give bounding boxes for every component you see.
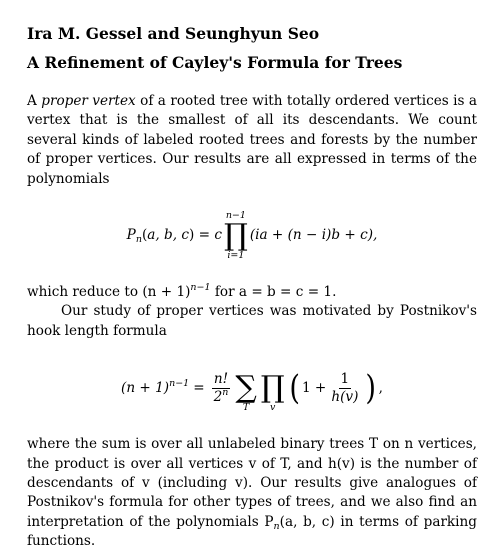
text-span: where the sum is over all unlabeled binary trees T on n vertices, the product is over all vertices v of T, and h(v) is the number of descendants of v (including v). Our results give analogues of Postnikov's formula for other types of trees, and we also find an interpretation of the polynomials P — [27, 436, 477, 530]
abstract-paragraph-3 — [27, 435, 477, 551]
inner-term: 1 + — [301, 379, 327, 396]
paper-title: A Refinement of Cayley's Formula for Trees — [27, 53, 403, 72]
eq1-rhs: (ia + (n − i)b + c), — [249, 227, 378, 244]
product-operator: n−1 ∏ i=1 — [223, 210, 248, 262]
fraction-n-factorial: $\frac{n!}{2^n}$ — [213, 370, 229, 405]
text-span: (a, b, c) in terms of parking functions. — [27, 513, 477, 550]
subscript: n — [273, 520, 280, 532]
equation-hook-length — [27, 347, 477, 429]
abstract-paragraph-2: Our study of proper vertices was motivated by Postnikov's hook length formula — [27, 303, 477, 339]
product-operator: ∏ v — [260, 370, 285, 414]
sum-operator: ∑ T — [235, 370, 257, 414]
equals-sign: = — [193, 379, 205, 396]
abstract — [27, 92, 477, 552]
abstract-paragraph-1 — [27, 92, 477, 189]
authors: Ira M. Gessel and Seunghyun Seo — [27, 24, 320, 43]
trailing-comma: , — [378, 379, 383, 396]
text-span: for a = b = c = 1. — [210, 284, 337, 301]
left-paren: ( — [289, 368, 300, 409]
text-span: of a rooted tree with totally ordered vertices is a vertex that is the smallest of all its descendants. We count several kinds of labeled rooted trees and forests by the number of proper vertices. Our results are all expressed in terms of the polynomials — [27, 93, 478, 187]
equation-polynomial — [27, 195, 477, 277]
right-paren: ) — [365, 368, 377, 409]
eq1-lhs: $P_n(a$, b, c) = c — [126, 227, 222, 246]
fraction-hook: $\frac{1}{h(v)}$ — [331, 370, 359, 405]
text-span: which reduce to (n + 1) — [27, 284, 191, 301]
text-span: A — [27, 93, 42, 109]
eq2-lhs: $(n + 1)^{n-1}$ — [121, 377, 190, 396]
defined-term: proper vertex — [41, 93, 136, 109]
exponent: n−1 — [190, 282, 211, 294]
abstract-line-reduce — [27, 283, 477, 302]
